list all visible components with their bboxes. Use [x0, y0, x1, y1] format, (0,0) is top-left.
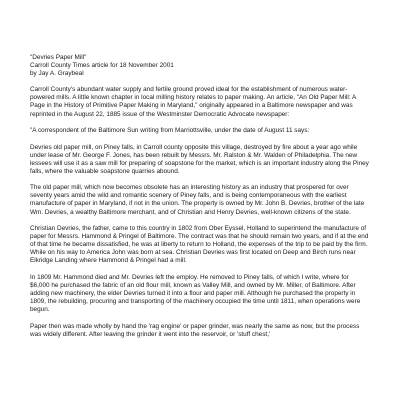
article-header: [30, 54, 370, 78]
paragraph: Carroll County's abundant water supply and fertile ground proved ideal for the establishment of numerous water-powered mills. A little known chapter in local milling history relates to paper making. An article, "An Old Paper Mill: A Page in the History of Primitive Paper Making in Maryland," originally appeared in a Baltimore newspaper and was reprinted in the August 22, 1885 issue of the Westminster Democratic Advocate newspaper:: [30, 86, 356, 118]
article-title: "Devries Paper Mill": [30, 54, 87, 61]
paragraph: The old paper mill, which now becomes obsolete has an interesting history as an industry that prospered for over seventy years amid the wild and romantic scenery of Piney falls, and is being contemporaneous with the earliest manufacture of paper in Maryland, if not in the union. The property is owned by Mr. John B. Devries, brother of the late Wm. Devries, a wealthy Baltimore merchant, and of Christian and Henry Devries, well-known citizens of the state.: [30, 184, 365, 216]
paragraph: Christian Devries, the father, came to this country in 1802 from Ober Eyssel, Holland to superintend the manufacture of paper for Messrs. Hammond & Pringel of Baltimore. The contract was that he should remain two years, and if at the end of that time he became dissatisfied, he was at liberty to return to Holland, the expenses of the trip to be paid by the firm. While on his way to America John was born at sea. Christian Devries was first located on Deep and Birch runs near Elkridge Landing where Hammond & Pringel had a mill.: [30, 225, 369, 265]
paragraph: Devries old paper mill, on Piney falls, in Carroll county opposite this village, destroyed by fire about a year ago while under lease of Mr. George F. Jones, has been rebuilt by Messrs. Mr. Ralston & Mr. Walden of Philadelphia. The new lessees will use it as a saw mill for preparing of soapstone for the market, which is an important industry along the Piney falls, where the valuable soapstone quarries abound.: [30, 143, 369, 175]
paragraph: "A correspondent of the Baltimore Sun writing from Marriottsville, under the date of August 11 says:: [30, 127, 310, 135]
paragraph: In 1809 Mr. Hammond died and Mr. Devries left the employ. He removed to Piney falls, of which I write, where for $6,000 he purchased the fabric of an old flour mill, known as Valley Mill, and owned by Mr. Miller, of Baltimore. After adding new machinery, the elder Devries turned it into a flour and paper mill. Although he purchased the property in 1809, the rebuilding, procuring and transporting of the machinery occupied the time until 1811, when operations were begun.: [30, 273, 361, 314]
byline: by Jay A. Graybeal: [30, 70, 84, 78]
publication-line: Carroll County Times article for 18 November 2001: [30, 62, 174, 70]
paragraph: Paper then was made wholly by hand the 'rag engine' or paper grinder, was nearly the same as now, but the process was widely different. After leaving the grinder it went into the reservoir, or 'stuff chest,': [30, 322, 360, 338]
